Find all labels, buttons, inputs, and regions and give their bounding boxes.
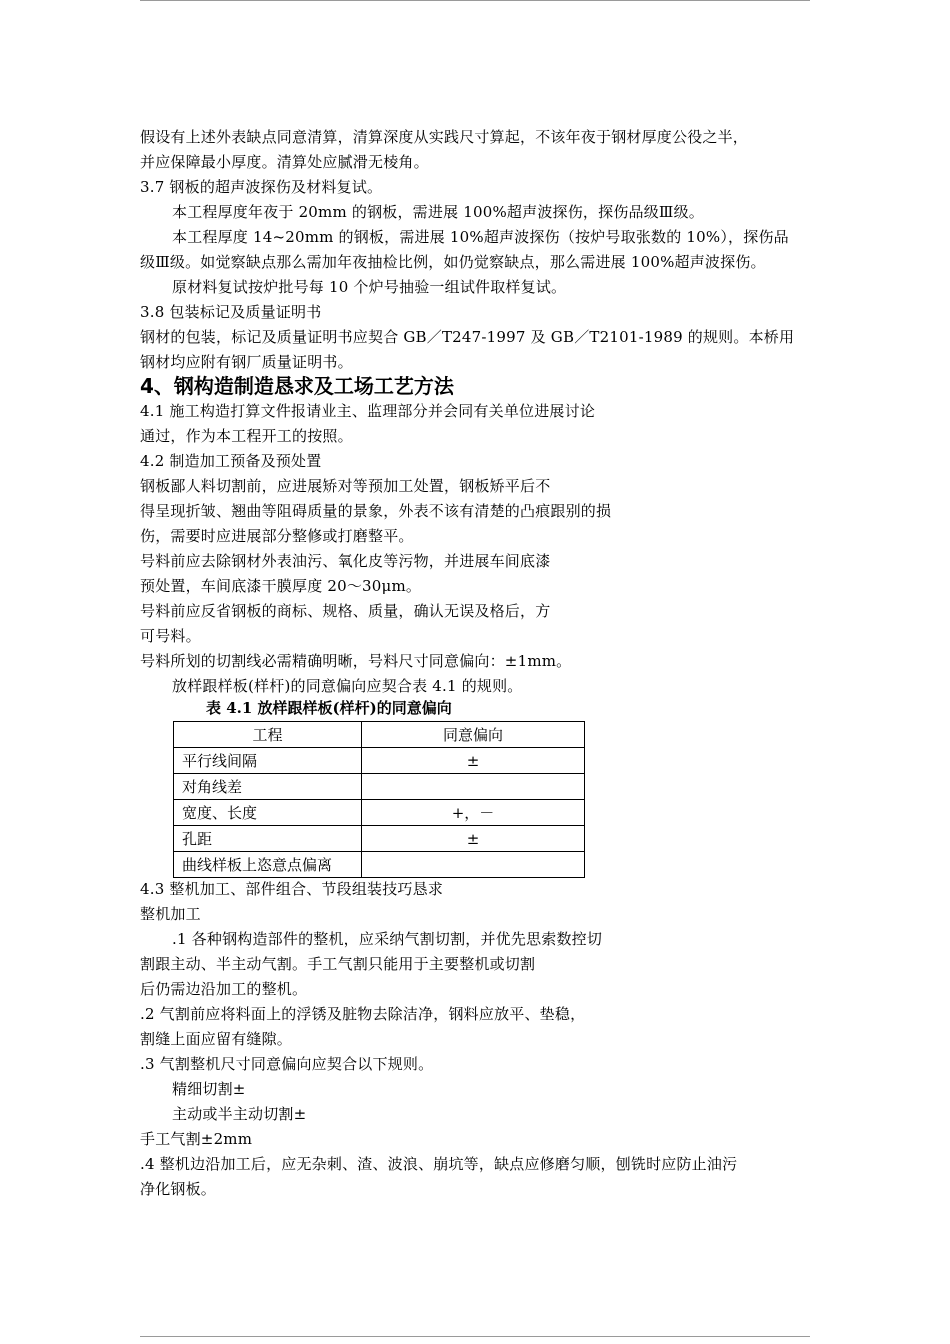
paragraph-line: .3 气割整机尺寸同意偏向应契合以下规则。 xyxy=(140,1055,434,1073)
table-header-cell: 工程 xyxy=(174,722,362,748)
paragraph-line: 钢材均应附有钢厂质量证明书。 xyxy=(140,353,353,371)
paragraph-line: 后仍需边沿加工的整机。 xyxy=(140,980,308,998)
paragraph-line: .1 各种钢构造部件的整机，应采纳气割切割，并优先思索数控切 xyxy=(172,930,603,948)
table-cell: ± xyxy=(362,826,585,852)
table-cell: 对角线差 xyxy=(174,774,362,800)
paragraph-line: 号料前应反省钢板的商标、规格、质量，确认无误及格后，方 xyxy=(140,602,551,620)
paragraph-line: 假设有上述外表缺点同意清算，清算深度从实践尺寸算起，不该年夜于钢材厚度公役之半， xyxy=(140,128,749,146)
bottom-rule xyxy=(140,1336,810,1337)
table-caption: 表 4.1 放样跟样板(样杆)的同意偏向 xyxy=(206,699,452,717)
paragraph-line: 并应保障最小厚度。清算处应腻滑无棱角。 xyxy=(140,153,429,171)
paragraph-line: 号料前应去除钢材外表油污、氧化皮等污物，并进展车间底漆 xyxy=(140,552,551,570)
paragraph-line: 割跟主动、半主动气割。手工气割只能用于主要整机或切割 xyxy=(140,955,536,973)
table-cell: 宽度、长度 xyxy=(174,800,362,826)
table-cell xyxy=(362,852,585,878)
table-cell: 平行线间隔 xyxy=(174,748,362,774)
table-row xyxy=(174,852,585,878)
paragraph-line: 钢材的包装，标记及质量证明书应契合 GB／T247-1997 及 GB／T2101-1989 的规则。本桥用 xyxy=(140,328,795,346)
table-row xyxy=(174,826,585,852)
section-heading-4-1: 4.1 施工构造打算文件报请业主、监理部分并会同有关单位进展讨论 xyxy=(140,402,596,420)
paragraph-line: 整机加工 xyxy=(140,905,201,923)
table-cell: +，－ xyxy=(362,800,585,826)
paragraph-line: .4 整机边沿加工后，应无杂刺、渣、波浪、崩坑等，缺点应修磨匀顺，刨铣时应防止油污 xyxy=(140,1155,738,1173)
table-cell: 曲线样板上恣意点偏离 xyxy=(174,852,362,878)
section-heading-4-3: 4.3 整机加工、部件组合、节段组装技巧恳求 xyxy=(140,880,444,898)
paragraph-line: 伤，需要时应进展部分整修或打磨整平。 xyxy=(140,527,414,545)
paragraph-line: 精细切割± xyxy=(172,1080,246,1098)
paragraph-line: 通过，作为本工程开工的按照。 xyxy=(140,427,353,445)
top-rule xyxy=(140,0,810,1)
paragraph-line: 割缝上面应留有缝隙。 xyxy=(140,1030,293,1048)
paragraph-line: 预处置，车间底漆干膜厚度 20～30μm。 xyxy=(140,577,422,595)
paragraph-line: 本工程厚度年夜于 20mm 的钢板，需进展 100%超声波探伤，探伤品级Ⅲ级。 xyxy=(172,203,704,221)
paragraph-line: 原材料复试按炉批号每 10 个炉号抽验一组试件取样复试。 xyxy=(172,278,567,296)
table-row xyxy=(174,800,585,826)
paragraph-line: 级Ⅲ级。如觉察缺点那么需加年夜抽检比例，如仍觉察缺点，那么需进展 100%超声波探伤。 xyxy=(140,253,766,271)
paragraph-line: 放样跟样板(样杆)的同意偏向应契合表 4.1 的规则。 xyxy=(172,677,523,695)
table-cell: ± xyxy=(362,748,585,774)
chapter-heading-4: 4、钢构造制造恳求及工场工艺方法 xyxy=(140,374,454,398)
paragraph-line: 主动或半主动切割± xyxy=(172,1105,307,1123)
paragraph-line: 手工气割±2mm xyxy=(140,1130,253,1148)
paragraph-line: 号料所划的切割线必需精确明晰，号料尺寸同意偏向：±1mm。 xyxy=(140,652,572,670)
paragraph-line: 可号料。 xyxy=(140,627,201,645)
paragraph-line: 净化钢板。 xyxy=(140,1180,217,1198)
table-row xyxy=(174,748,585,774)
table-header-row xyxy=(174,722,585,748)
table-cell: 孔距 xyxy=(174,826,362,852)
table-header-cell: 同意偏向 xyxy=(362,722,585,748)
paragraph-line: 本工程厚度 14~20mm 的钢板，需进展 10%超声波探伤（按炉号取张数的 10%），探伤品 xyxy=(172,228,789,246)
section-heading-4-2: 4.2 制造加工预备及预处置 xyxy=(140,452,322,470)
tolerance-table xyxy=(173,721,585,878)
table-cell xyxy=(362,774,585,800)
paragraph-line: .2 气割前应将料面上的浮锈及脏物去除洁净，钢料应放平、垫稳， xyxy=(140,1005,586,1023)
paragraph-line: 钢板鄙人料切割前，应进展矫对等预加工处置，钢板矫平后不 xyxy=(140,477,551,495)
section-heading-3-7: 3.7 钢板的超声波探伤及材料复试。 xyxy=(140,178,383,196)
section-heading-3-8: 3.8 包装标记及质量证明书 xyxy=(140,303,322,321)
paragraph-line: 得呈现折皱、翘曲等阻碍质量的景象，外表不该有清楚的凸痕跟别的损 xyxy=(140,502,612,520)
table-row xyxy=(174,774,585,800)
